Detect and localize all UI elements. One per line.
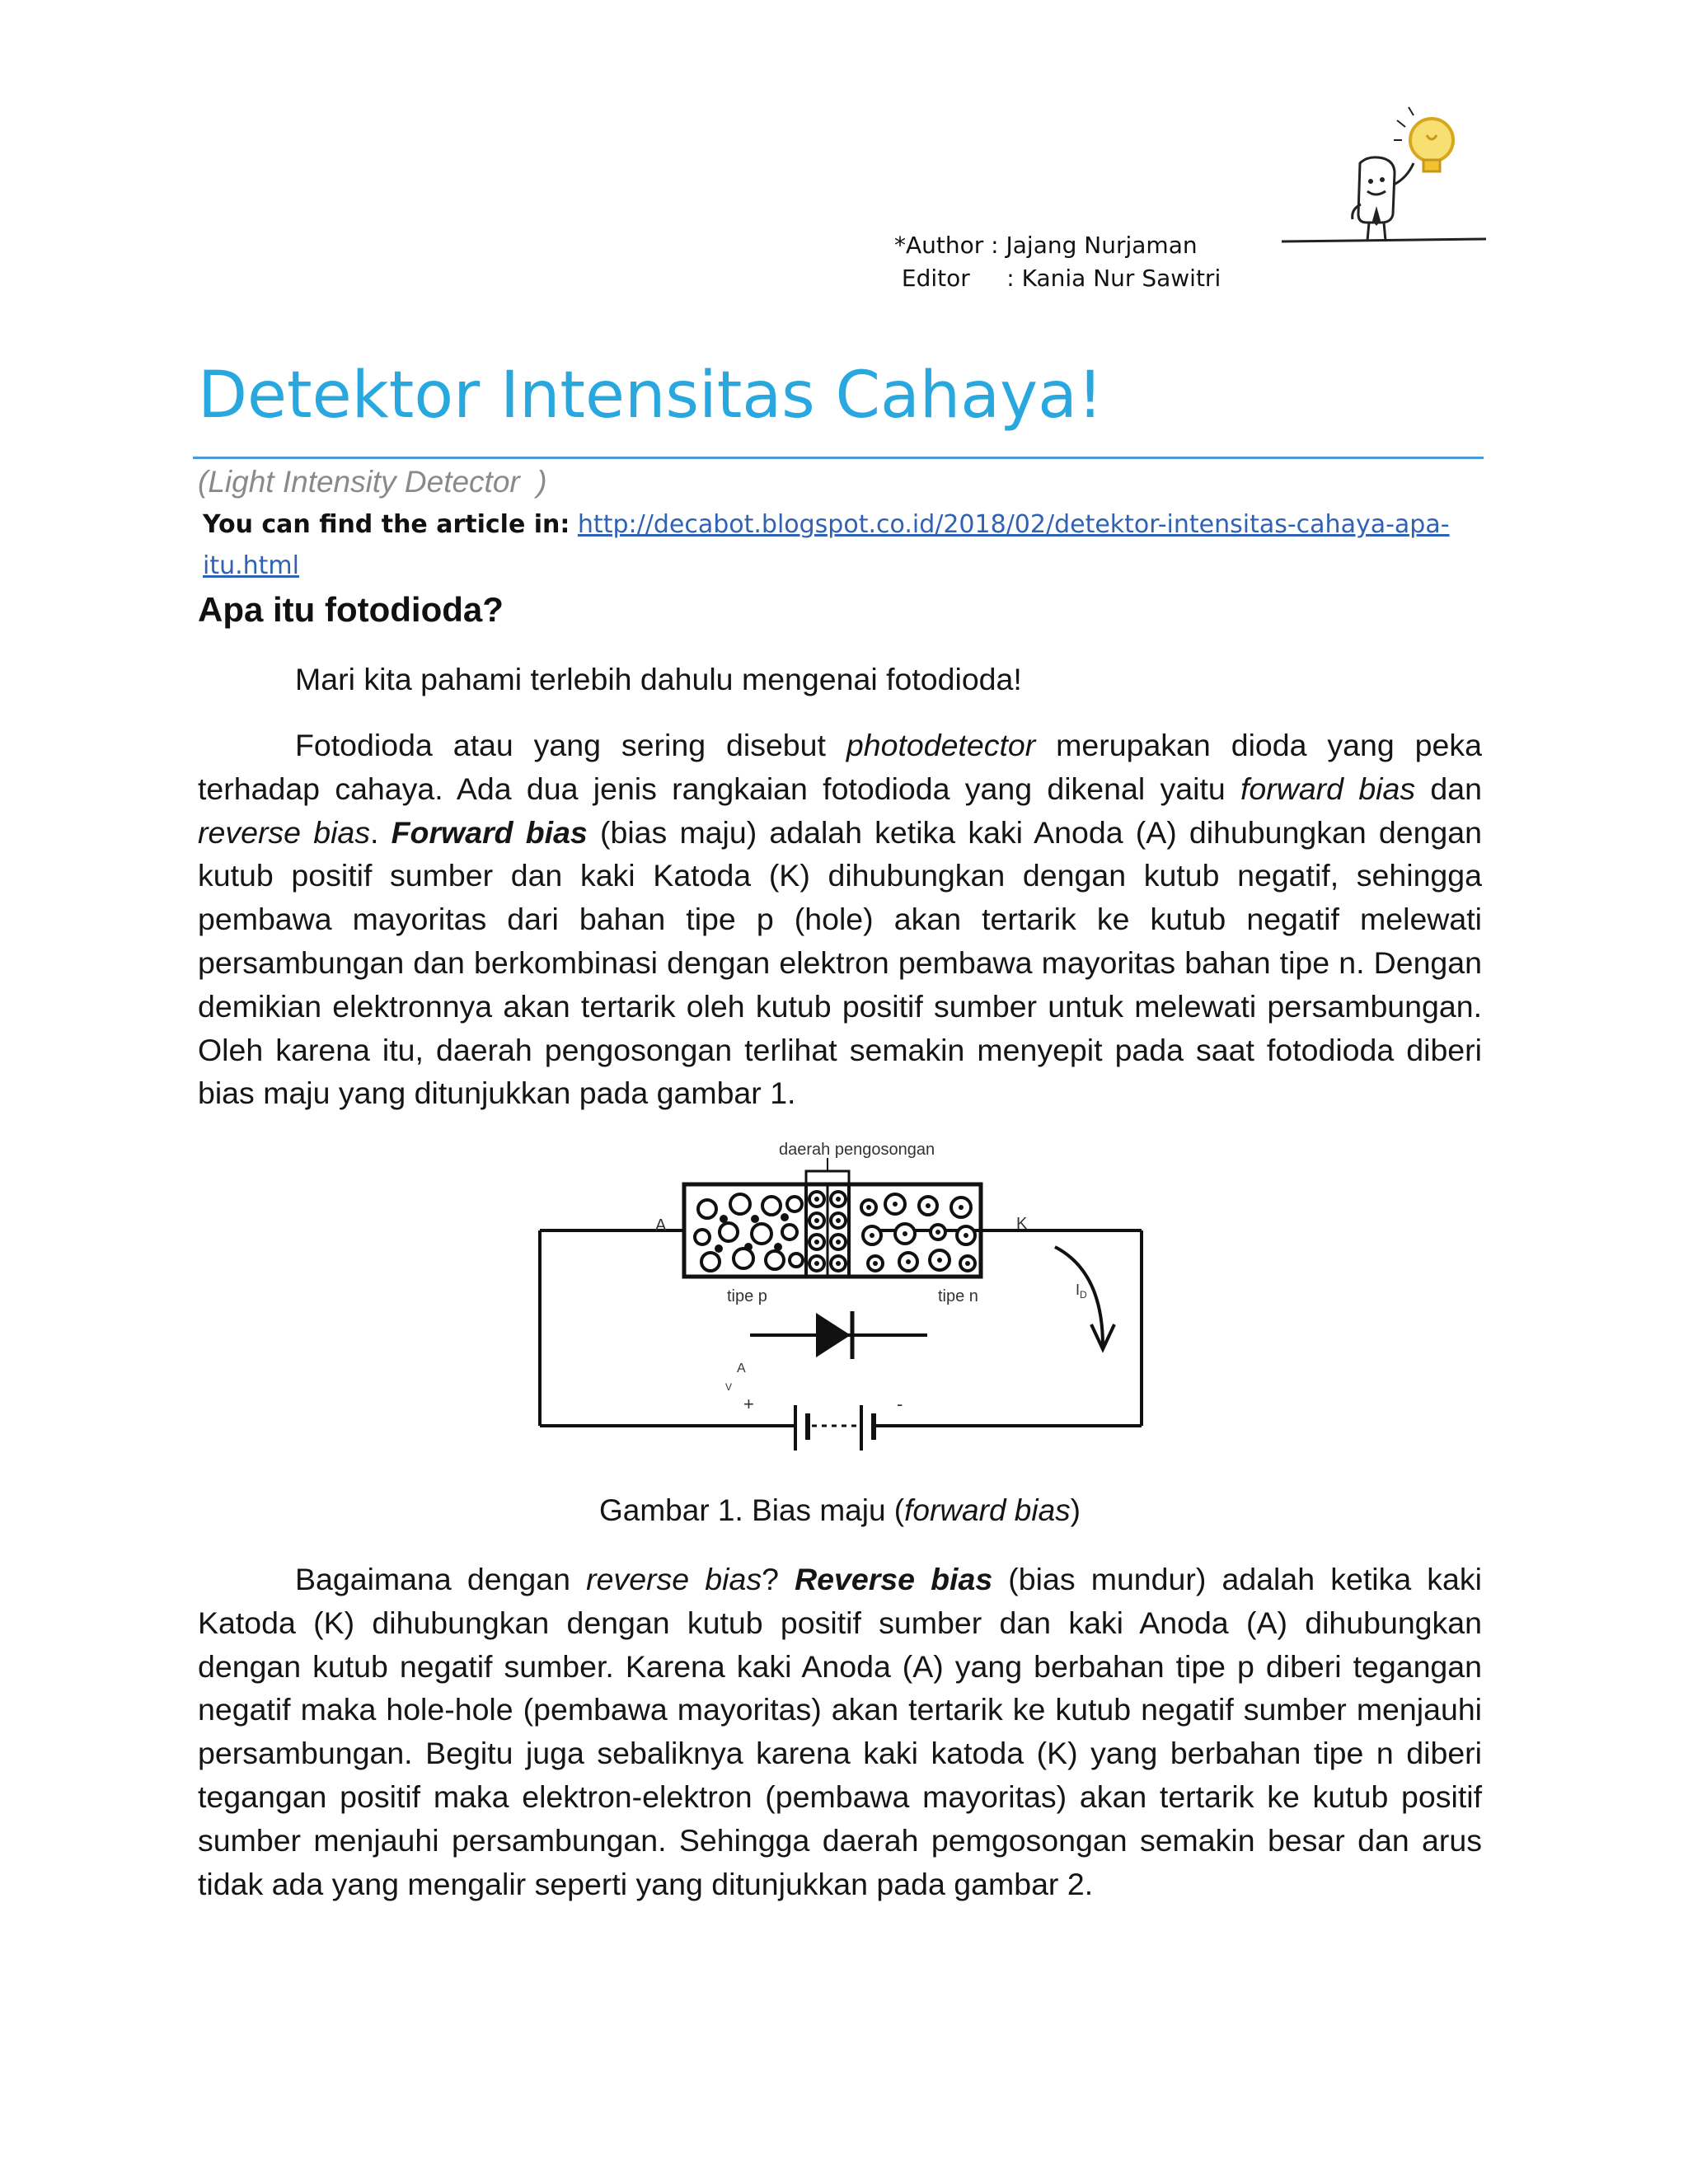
label-ammeter: A [737,1361,746,1376]
paragraph-reverse-bias [198,1558,1482,1905]
label-voltage: V [725,1381,733,1393]
text-run: merupakan dioda yang peka terhadap cahaya. Ada dua jenis rangkaian fotodioda yang dikenal yaitu [198,728,1482,806]
editor-separator: : [969,265,1022,292]
author-label: *Author [894,232,984,259]
credits-block [894,229,1306,295]
text-run: Fotodioda atau yang sering disebut [295,728,846,762]
label-current: $I_D$ [1076,1282,1087,1301]
label-cathode: K [1016,1215,1028,1233]
editor-label: Editor [901,265,970,292]
bold-italic-term: Forward bias [391,814,588,850]
paragraph-forward-bias [198,724,1482,1115]
text-run: ? [762,1562,795,1596]
text-run: dan [1415,771,1482,806]
text-run: (bias mundur) adalah ketika kaki Katoda (K) dihubungkan dengan kutub positif sumber dan kaki Anoda (A) dihubungkan dengan kutub negatif sumber. Karena kaki Anoda (A) yang berbahan tipe p diberi tegangan negatif maka hole-hole (pembawa mayoritas) akan tertarik ke kutub negatif sumber menjauhi persambungan. Begitu juga sebaliknya karena kaki katoda (K) yang berbahan tipe n diberi tegangan positif maka elektron-elektron (pembawa mayoritas) akan tertarik ke kutub positif sumber menjauhi persambungan. Sehingga daerah pemgosongan semakin besar dan arus tidak ada yang mengalir seperti yang ditunjukkan pada gambar 2. [198,1562,1482,1901]
label-depletion-region: daerah pengosongan [779,1141,935,1159]
page-title: Detektor Intensitas Cahaya! [198,359,1104,433]
source-label: You can find the article in: [203,510,570,539]
text-run: ) [1070,1493,1081,1527]
text-run: (bias maju) adalah ketika kaki Anoda (A) dihubungkan dengan kutub positif sumber dan kaki Katoda (K) dihubungkan dengan kutub negatif, sehingga pembawa mayoritas dari bahan tipe p (hole) akan tertarik ke kutub negatif melewati persambungan dan berkombinasi dengan elektron pembawa mayoritas bahan tipe n. Dengan demikian elektronnya akan tertarik oleh kutub positif sumber untuk melewati persambungan. Oleh karena itu, daerah pengosongan terlihat semakin menyepit pada saat fotodioda diberi bias maju yang ditunjukkan pada gambar 1. [198,814,1482,1111]
text-run: . [370,814,392,850]
label-minus: - [897,1394,903,1414]
italic-term: reverse bias [198,814,371,850]
bold-italic-term: Reverse bias [795,1562,993,1596]
editor-line [894,262,1306,295]
source-link[interactable]: http://decabot.blogspot.co.id/2018/02/detektor-intensitas-cahaya-apa-itu.html [203,510,1450,580]
title-divider [193,457,1484,459]
label-anode: A [655,1216,667,1235]
italic-term: forward bias [904,1493,1071,1527]
paragraph-intro: Mari kita pahami terlebih dahulu mengenai fotodioda! [295,662,1022,696]
author-line [894,229,1306,262]
forward-bias-diagram [528,1133,1154,1479]
label-type-p: tipe p [727,1287,767,1305]
italic-term: reverse bias [586,1562,762,1596]
editor-name: Kania Nur Sawitri [1021,265,1221,292]
source-line [203,504,1472,587]
lightbulb-mascot-icon [1282,105,1488,254]
author-separator: : [983,232,1006,259]
label-plus: + [743,1394,754,1414]
italic-term: forward bias [1240,771,1416,806]
author-name: Jajang Nurjaman [1006,232,1198,259]
section-heading: Apa itu fotodioda? [198,590,504,629]
subtitle: (Light Intensity Detector ) [198,465,547,499]
italic-term: photodetector [846,728,1036,762]
figure-caption [198,1489,1482,1532]
label-type-n: tipe n [938,1287,978,1305]
text-run: Gambar 1. Bias maju ( [599,1493,905,1527]
text-run: Bagaimana dengan [295,1562,587,1596]
